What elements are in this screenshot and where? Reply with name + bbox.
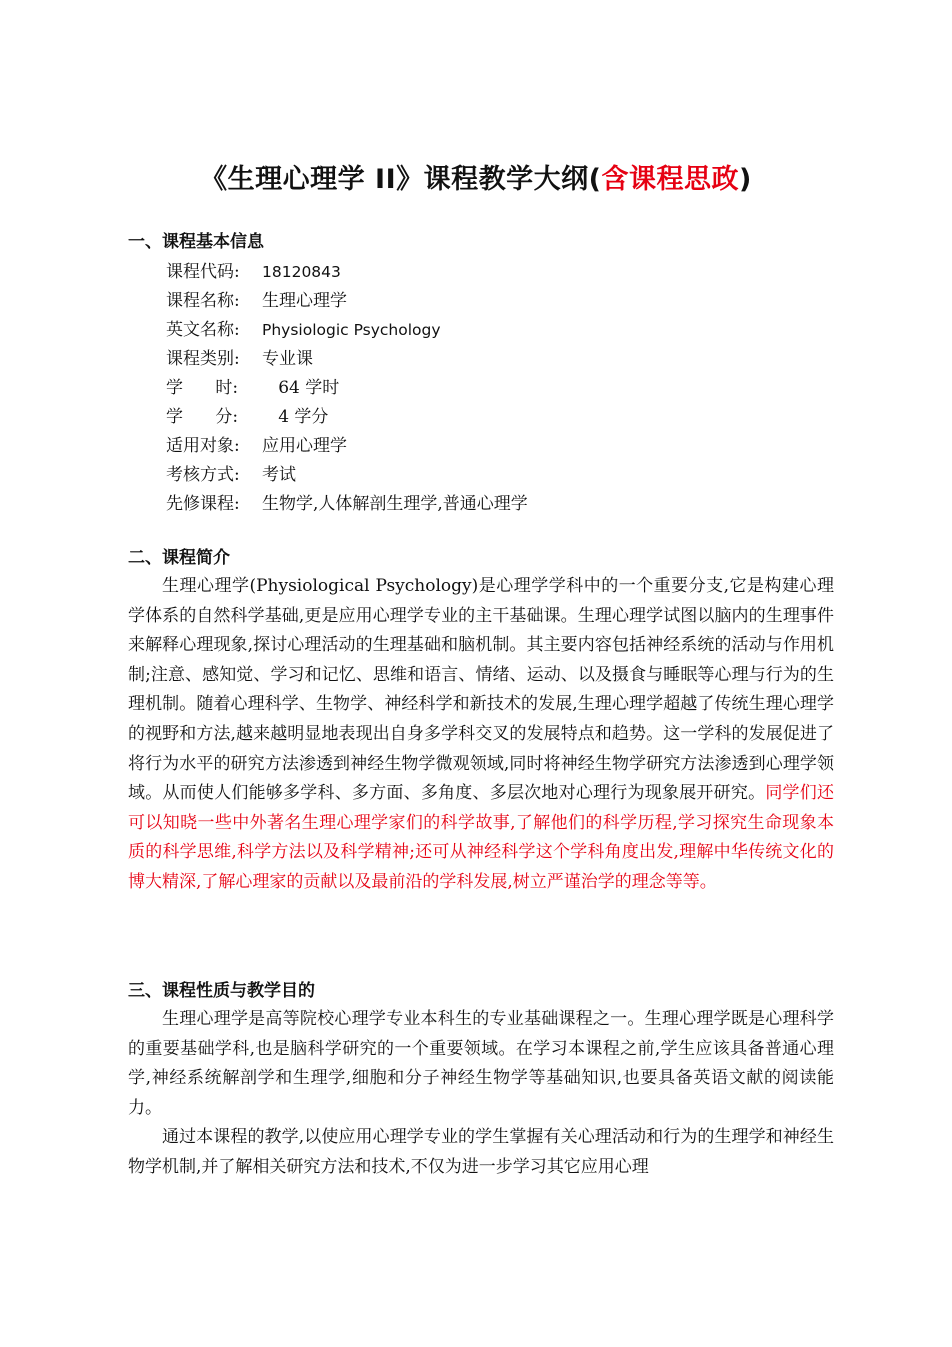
info-label: 英文名称: <box>166 320 240 340</box>
info-value: Physiologic Psychology <box>262 321 441 339</box>
info-row-course-name <box>166 287 866 316</box>
info-label: 学 时: <box>166 378 239 398</box>
info-row-course-category <box>166 345 866 374</box>
info-value: 4 学分 <box>262 407 329 427</box>
info-value: 生理心理学 <box>262 291 347 311</box>
info-label: 学 分: <box>166 407 239 427</box>
info-row-assessment <box>166 461 866 490</box>
info-label: 先修课程: <box>166 494 240 514</box>
title-close: ) <box>739 164 752 195</box>
info-value: 专业课 <box>262 349 313 369</box>
info-row-hours <box>166 374 866 403</box>
info-value: 生物学,人体解剖生理学,普通心理学 <box>262 494 528 514</box>
title-highlight: 含课程思政 <box>601 164 739 195</box>
info-row-audience <box>166 432 866 461</box>
document-title <box>0 160 952 200</box>
info-row-course-code <box>166 258 866 287</box>
info-row-credits <box>166 403 866 432</box>
section-heading-course-nature: 三、课程性质与教学目的 <box>128 981 315 1001</box>
title-main: 《生理心理学 II》课程教学大纲( <box>200 164 602 195</box>
section-heading-basic-info: 一、课程基本信息 <box>128 232 264 252</box>
info-row-english-name <box>166 316 866 345</box>
intro-text: 生理心理学(Physiological Psychology)是心理学学科中的一个重要分支,它是构建心理学体系的自然科学基础,更是应用心理学专业的主干基础课。生理心理学试图以脑内的生理事件来解释心理现象,探讨心理活动的生理基础和脑机制。其主要内容包括神经系统的活动与作用机制;注意、感知觉、学习和记忆、思维和语言、情绪、运动、以及摄食与睡眠等心理与行为的生理机制。随着心理科学、生物学、神经科学和新技术的发展,生理心理学超越了传统生理心理学的视野和方法,越来越明显地表现出自身多学科交叉的发展特点和趋势。这一学科的发展促进了将行为水平的研究方法渗透到神经生物学微观领域,同时将神经生物学研究方法渗透到心理学领域。从而使人们能够多学科、多方面、多角度、多层次地对心理行为现象展开研究。 <box>128 576 834 804</box>
info-label: 课程名称: <box>166 291 240 311</box>
course-nature-paragraph-2: 通过本课程的教学,以使应用心理学专业的学生掌握有关心理活动和行为的生理学和神经生物学机制,并了解相关研究方法和技术,不仅为进一步学习其它应用心理 <box>128 1127 834 1177</box>
info-value: 64 学时 <box>262 378 340 398</box>
info-label: 课程代码: <box>166 262 240 282</box>
course-info-list <box>166 258 866 519</box>
section-heading-course-intro: 二、课程简介 <box>128 548 230 568</box>
info-label: 课程类别: <box>166 349 240 369</box>
course-intro-paragraph <box>128 572 834 898</box>
info-label: 考核方式: <box>166 465 240 485</box>
ideological-text: 同学们还可以知晓一些中外著名生理心理学家们的科学故事,了解他们的科学历程,学习探究生命现象本质的科学思维,科学方法以及科学精神;还可从神经科学这个学科角度出发,理解中华传统文化的博大精深,了解心理家的贡献以及最前沿的学科发展,树立严谨治学的理念等等。 <box>128 783 835 892</box>
course-nature-paragraph-1: 生理心理学是高等院校心理学专业本科生的专业基础课程之一。生理心理学既是心理科学的重要基础学科,也是脑科学研究的一个重要领域。在学习本课程之前,学生应该具备普通心理学,神经系统解剖学和生理学,细胞和分子神经生物学等基础知识,也要具备英语文献的阅读能力。 <box>128 1009 834 1118</box>
info-value: 考试 <box>262 465 296 485</box>
info-row-prerequisites <box>166 490 866 519</box>
info-value: 应用心理学 <box>262 436 347 456</box>
info-label: 适用对象: <box>166 436 240 456</box>
info-value: 18120843 <box>262 263 341 281</box>
